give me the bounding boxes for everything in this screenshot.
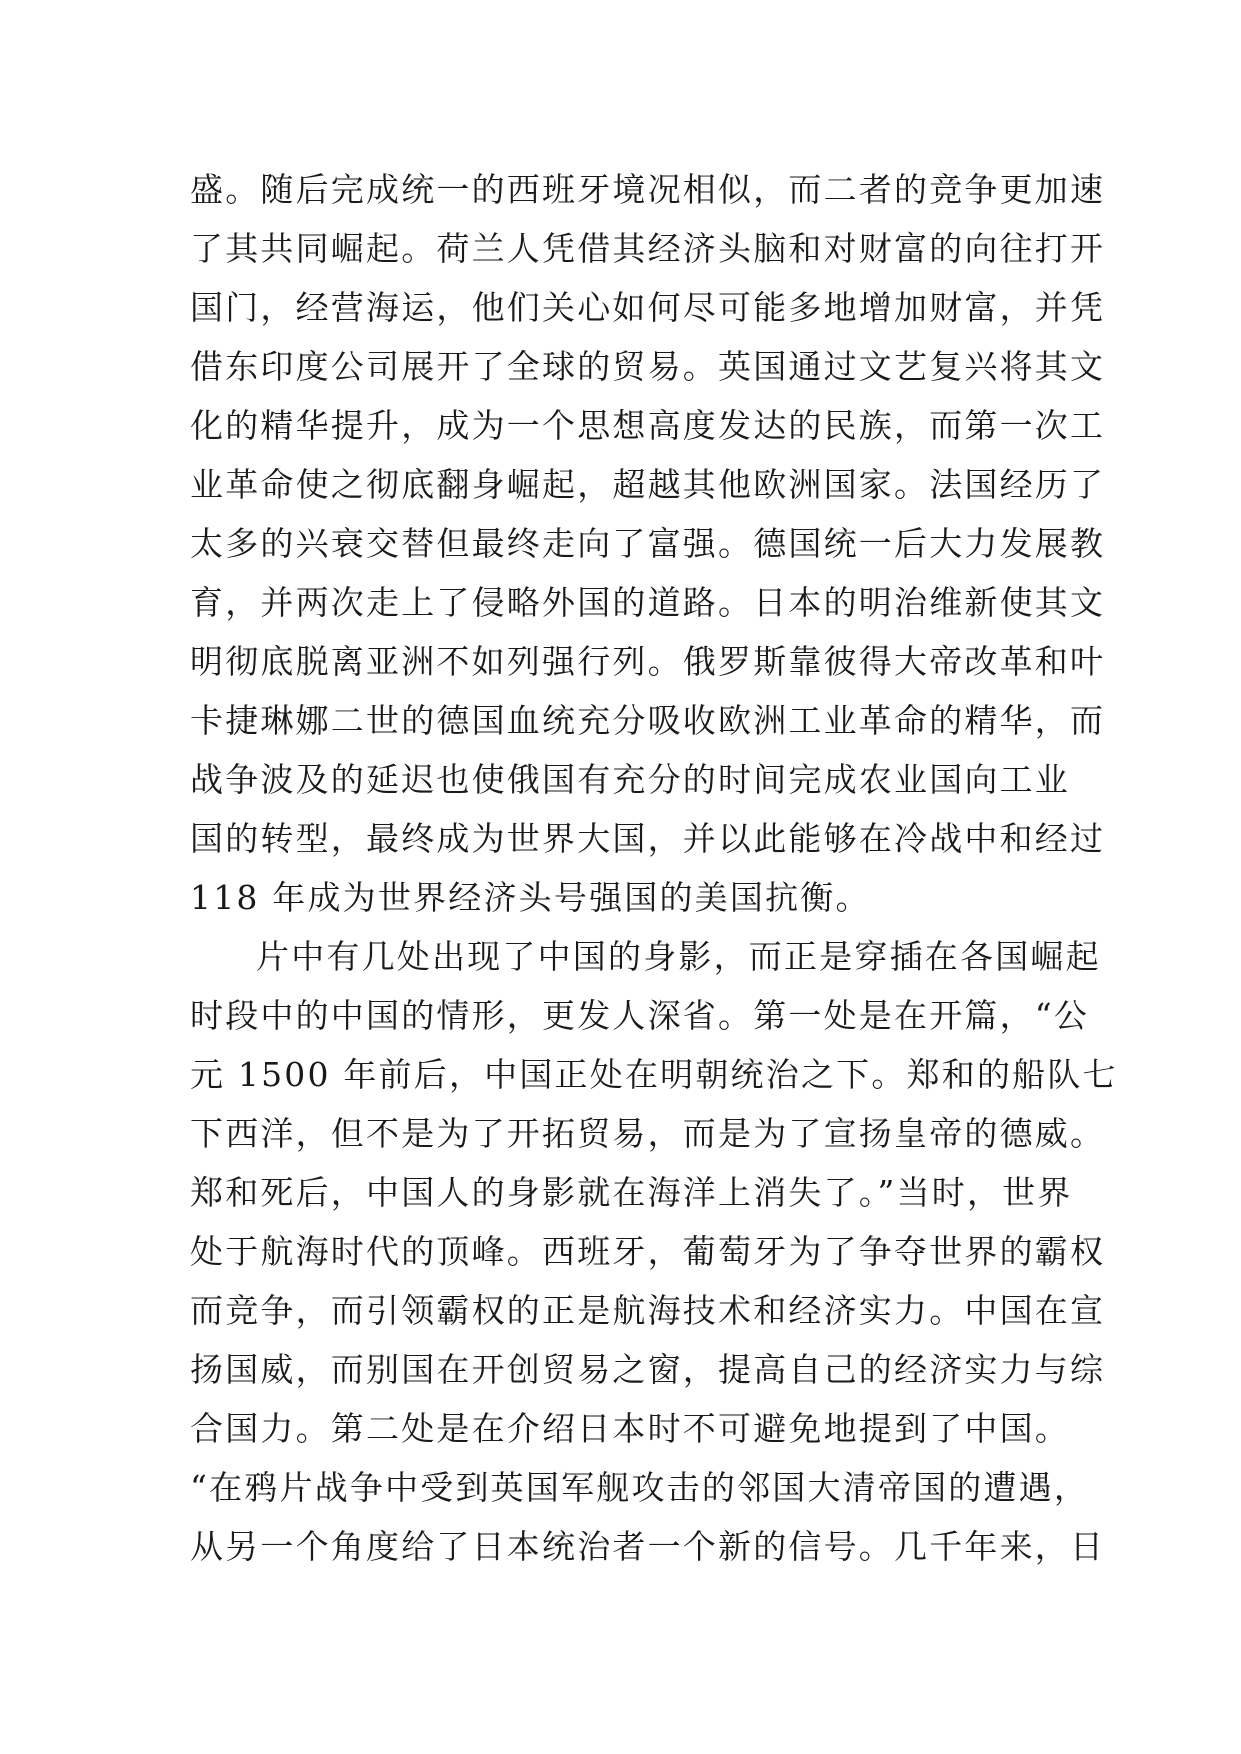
text-line: 育，并两次走上了侵略外国的道路。日本的明治维新使其文 <box>190 583 1106 622</box>
text-line: 118 年成为世界经济头号强国的美国抗衡。 <box>190 878 871 917</box>
text-line: 从另一个角度给了日本统治者一个新的信号。几千年来，日 <box>190 1527 1106 1566</box>
text-line: 业革命使之彻底翻身崛起，超越其他欧洲国家。法国经历了 <box>190 465 1106 504</box>
text-line: 而竞争，而引领霸权的正是航海技术和经济实力。中国在宣 <box>190 1291 1106 1330</box>
text-line: 了其共同崛起。荷兰人凭借其经济头脑和对财富的向往打开 <box>190 229 1106 268</box>
text-line: 扬国威，而别国在开创贸易之窗，提高自己的经济实力与综 <box>190 1350 1106 1389</box>
text-line: 卡捷琳娜二世的德国血统充分吸收欧洲工业革命的精华，而 <box>190 701 1106 740</box>
text-line: 太多的兴衰交替但最终走向了富强。德国统一后大力发展教 <box>190 524 1106 563</box>
text-line: 元 1500 年前后，中国正处在明朝统治之下。郑和的船队七 <box>190 1055 1118 1094</box>
body-text <box>190 160 1118 1576</box>
text-line: 处于航海时代的顶峰。西班牙，葡萄牙为了争夺世界的霸权 <box>190 1232 1106 1271</box>
text-line: 明彻底脱离亚洲不如列强行列。俄罗斯靠彼得大帝改革和叶 <box>190 642 1106 681</box>
text-line: 时段中的中国的情形，更发人深省。第一处是在开篇，“公 <box>190 996 1090 1035</box>
text-line: 国门，经营海运，他们关心如何尽可能多地增加财富，并凭 <box>190 288 1106 327</box>
text-line: 郑和死后，中国人的身影就在海洋上消失了。”当时，世界 <box>190 1173 1073 1212</box>
text-line: 国的转型，最终成为世界大国，并以此能够在冷战中和经过 <box>190 819 1106 858</box>
paragraph-first-line: 片中有几处出现了中国的身影，而正是穿插在各国崛起 <box>256 937 1101 976</box>
text-line: 合国力。第二处是在介绍日本时不可避免地提到了中国。 <box>190 1409 1070 1448</box>
text-line: “在鸦片战争中受到英国军舰攻击的邻国大清帝国的遭遇， <box>190 1468 1090 1507</box>
text-line: 借东印度公司展开了全球的贸易。英国通过文艺复兴将其文 <box>190 347 1106 386</box>
text-line: 盛。随后完成统一的西班牙境况相似，而二者的竞争更加速 <box>190 170 1106 209</box>
text-line: 化的精华提升，成为一个思想高度发达的民族，而第一次工 <box>190 406 1106 445</box>
text-line: 战争波及的延迟也使俄国有充分的时间完成农业国向工业 <box>190 760 1070 799</box>
text-line: 下西洋，但不是为了开拓贸易，而是为了宣扬皇帝的德威。 <box>190 1114 1106 1153</box>
